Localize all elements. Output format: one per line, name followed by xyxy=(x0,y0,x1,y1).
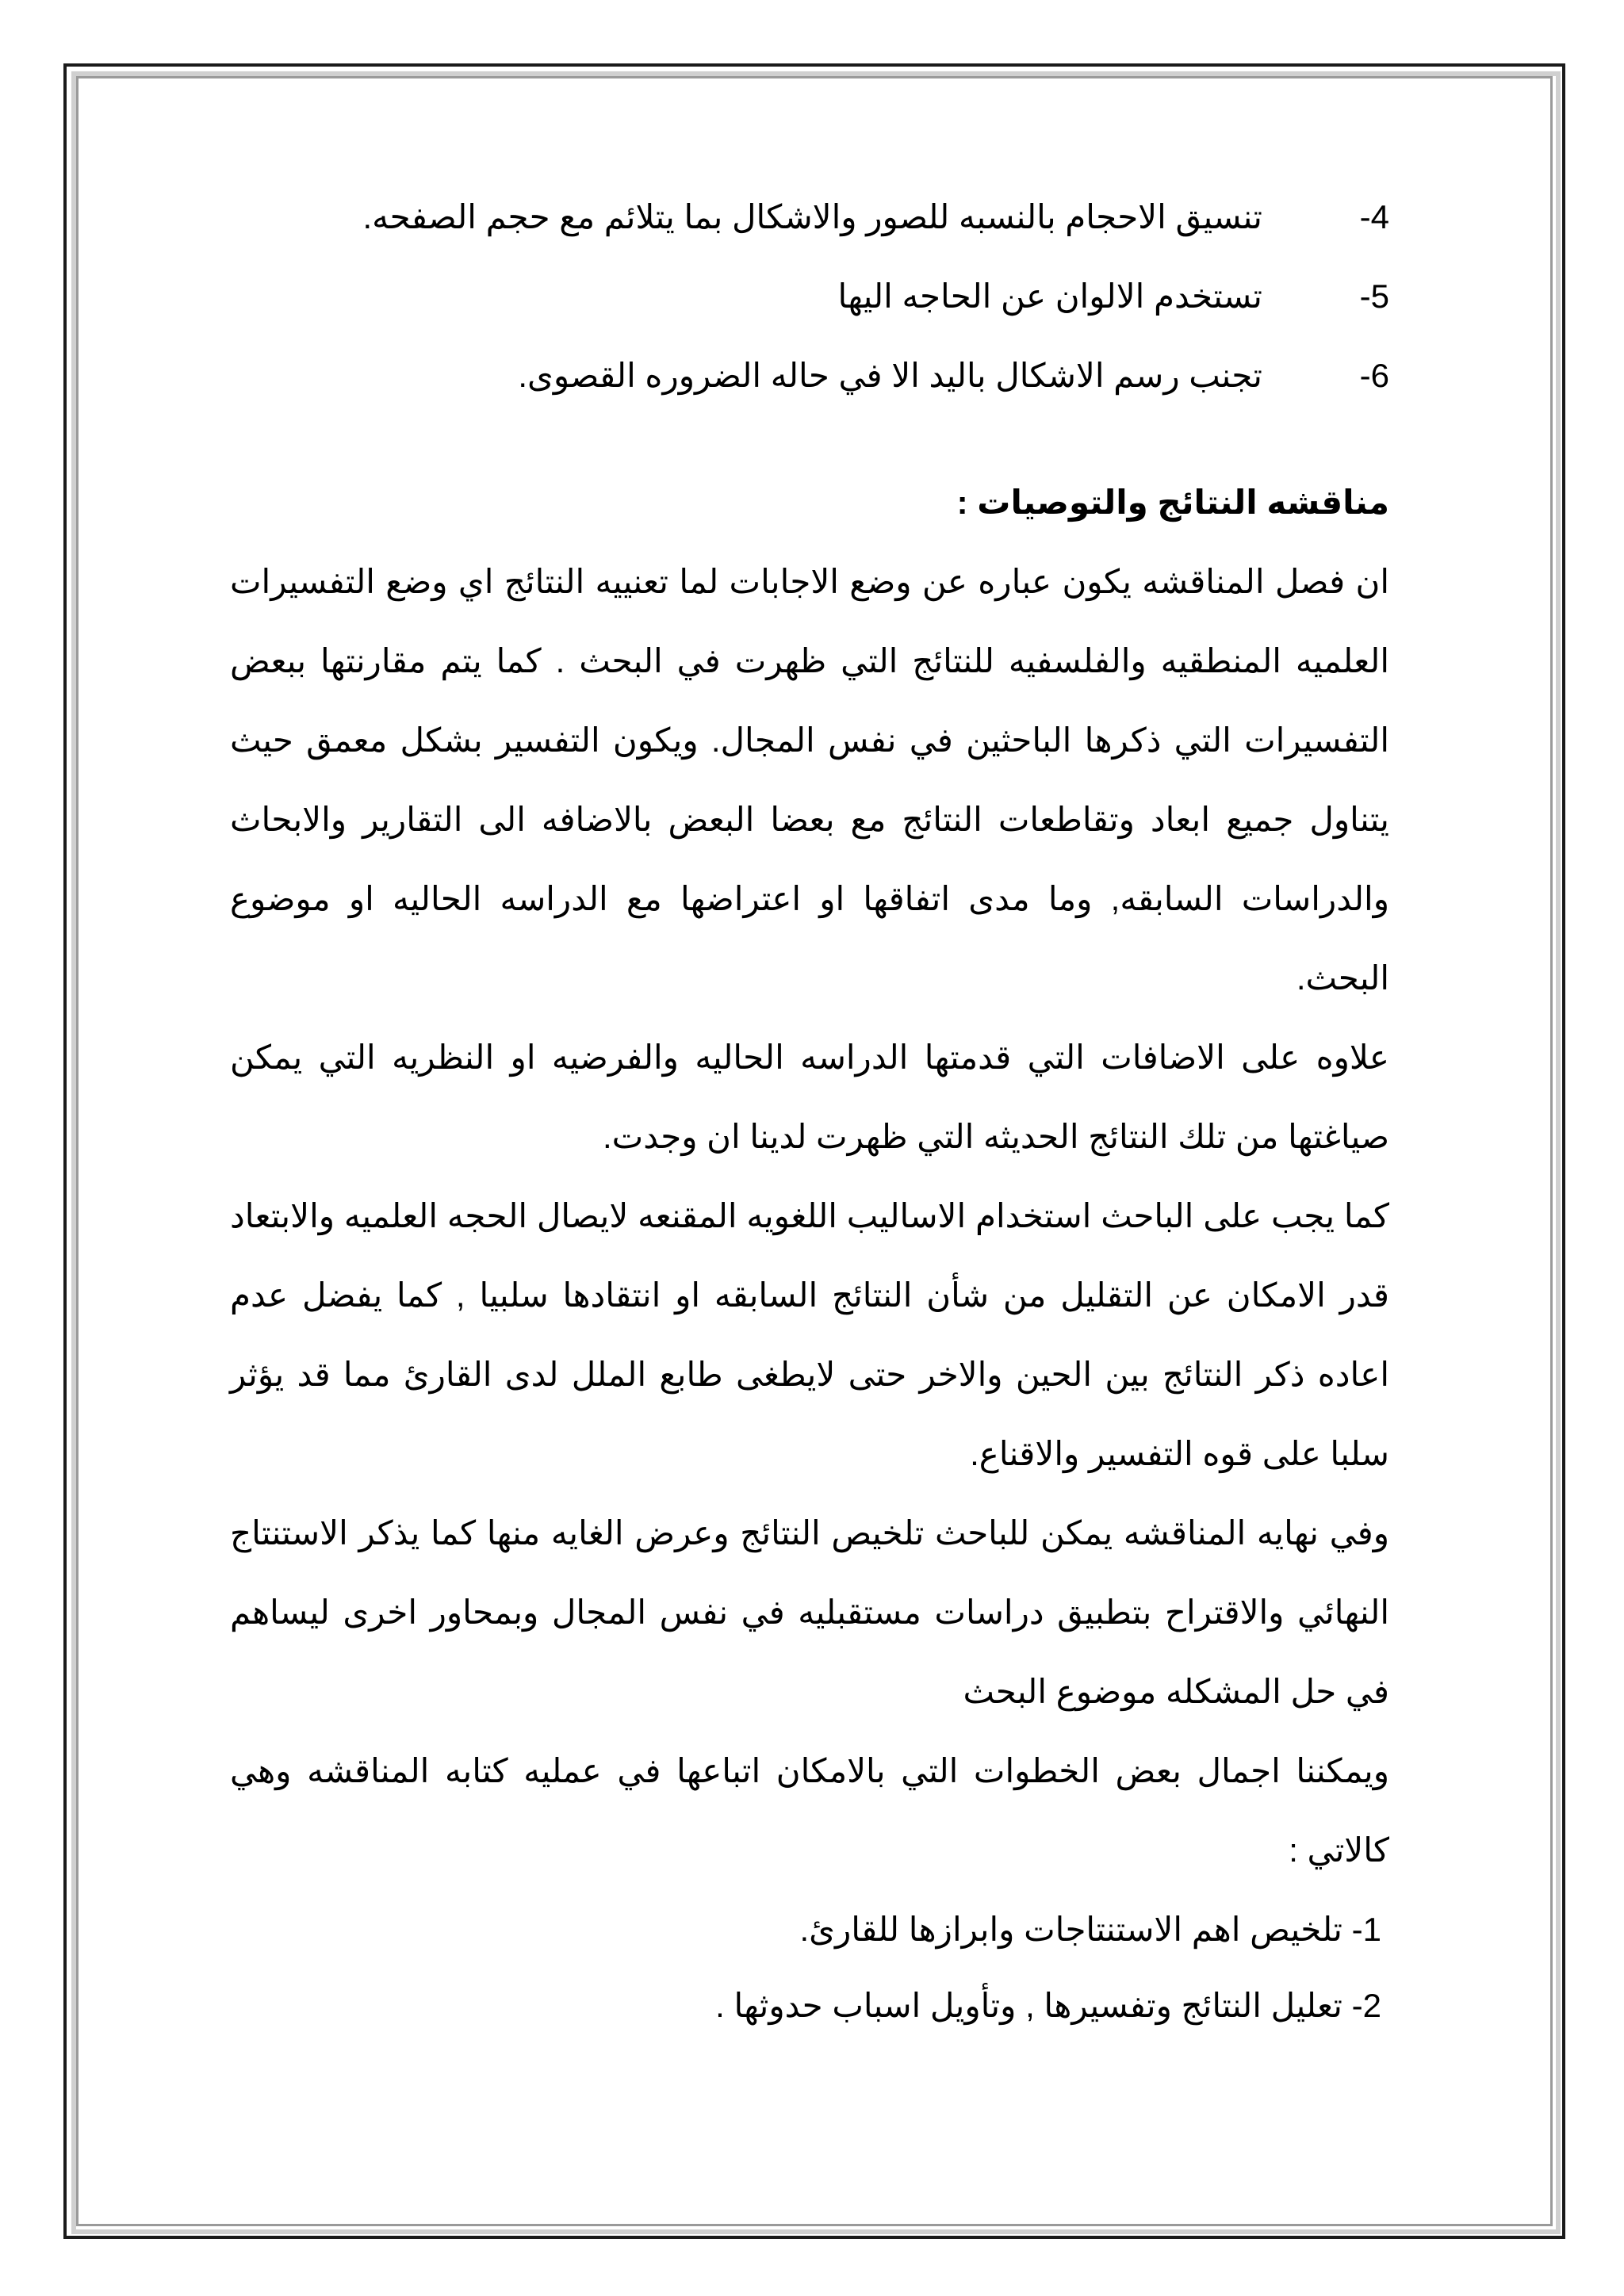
list-item xyxy=(230,257,1389,336)
paragraph: كما يجب على الباحث استخدام الاساليب اللغويه المقنعه لايصال الحجه العلميه والابتعاد قدر الامكان عن التقليل من شأن النتائج السابقه او انتقادها سلبيا , كما يفضل عدم اعاده ذكر النتائج بين الحين والاخر حتى لايطغى طابع الملل لدى القارئ مما قد يؤثر سلبا على قوه التفسير والاقناع. xyxy=(230,1197,1389,1472)
steps-list-item: 2- تعليل النتائج وتفسيرها , وتأويل اسباب حدوثها . xyxy=(715,1987,1381,2024)
steps-list xyxy=(230,1890,1389,2042)
list-item xyxy=(230,178,1389,257)
list-item xyxy=(230,336,1389,415)
section-heading: مناقشه النتائج والتوصيات : xyxy=(956,484,1389,521)
list-item-text: تنسيق الاحجام بالنسبه للصور والاشكال بما يتلائم مع حجم الصفحه. xyxy=(362,198,1262,235)
list-item-number: -4 xyxy=(1359,198,1389,235)
list-item-text: تجنب رسم الاشكال باليد الا في حاله الضروره القصوى. xyxy=(518,357,1262,394)
document-body xyxy=(230,178,1389,2042)
paragraph: علاوه على الاضافات التي قدمتها الدراسه الحاليه والفرضيه او النظريه التي يمكن صياغتها من تلك النتائج الحديثه التي ظهرت لدينا ان وجدت. xyxy=(230,1039,1389,1155)
paragraph: ان فصل المناقشه يكون عباره عن وضع الاجابات لما تعنييه النتائج اي وضع التفسيرات العلميه المنطقيه والفلسفيه للنتائج التي ظهرت في البحث . كما يتم مقارنتها ببعض التفسيرات التي ذكرها الباحثين في نفس المجال. ويكون التفسير بشكل معمق حيث يتناول جميع ابعاد وتقاطعات النتائج مع بعضا البعض بالاضافه الى التقارير والابحاث والدراسات السابقه, وما مدى اتفاقها او اعتراضها مع الدراسه الحاليه او موضوع البحث. xyxy=(230,563,1389,997)
list-item-number: -5 xyxy=(1359,277,1389,315)
spacer xyxy=(230,415,1389,463)
list-item-number: -6 xyxy=(1359,357,1389,394)
paragraph: وفي نهايه المناقشه يمكن للباحث تلخيص النتائج وعرض الغايه منها كما يذكر الاستنتاج النهائي والاقتراح بتطبيق دراسات مستقبليه في نفس المجال وبمحاور اخرى ليساهم في حل المشكله موضوع البحث xyxy=(230,1514,1389,1710)
steps-list-item: 1- تلخيص اهم الاستنتاجات وابرازها للقارئ. xyxy=(799,1911,1381,1948)
list-item-text: تستخدم الالوان عن الحاجه اليها xyxy=(837,277,1262,315)
paragraph: ويمكننا اجمال بعض الخطوات التي بالامكان اتباعها في عمليه كتابه المناقشه وهي كالاتي : xyxy=(230,1752,1389,1869)
